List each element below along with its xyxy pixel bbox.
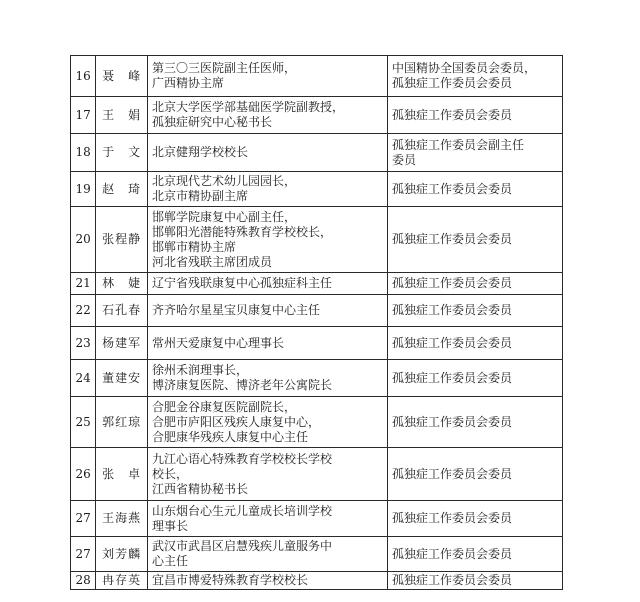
row-number: 19 bbox=[71, 172, 96, 207]
affiliation-line: 校长， bbox=[152, 466, 189, 481]
role-line: 孤独症工作委员会委员 bbox=[391, 414, 512, 429]
member-name: 王海燕 bbox=[96, 501, 148, 537]
table-row bbox=[71, 273, 563, 295]
member-name: 林 婕 bbox=[96, 273, 148, 295]
affiliation-line: 孤独症研究中心秘书长 bbox=[152, 115, 273, 129]
committee-role bbox=[387, 134, 562, 172]
member-name: 石孔春 bbox=[96, 295, 148, 327]
member-affiliation bbox=[148, 273, 388, 295]
affiliation-line: 北京现代艺术幼儿园园长， bbox=[152, 174, 297, 188]
role-line: 孤独症工作委员会委员 bbox=[391, 276, 512, 290]
affiliation-line: 常州天爱康复中心理事长 bbox=[152, 335, 285, 350]
member-affiliation bbox=[148, 295, 388, 327]
table-row bbox=[71, 572, 563, 590]
member-affiliation bbox=[148, 207, 388, 273]
affiliation-line: 北京健翔学校校长 bbox=[152, 145, 249, 159]
table-row bbox=[71, 97, 563, 134]
committee-role bbox=[387, 448, 562, 501]
row-number: 21 bbox=[71, 273, 96, 295]
member-affiliation bbox=[148, 537, 388, 572]
affiliation-line: 博济康复医院、博济老年公寓院长 bbox=[152, 378, 333, 392]
affiliation-line: 合肥金谷康复医院副院长， bbox=[152, 399, 297, 414]
row-number: 20 bbox=[71, 207, 96, 273]
member-name: 于 文 bbox=[96, 134, 148, 172]
member-name: 张程静 bbox=[96, 207, 148, 273]
member-affiliation bbox=[148, 172, 388, 207]
affiliation-line: 江西省精协秘书长 bbox=[152, 481, 249, 496]
committee-role bbox=[387, 207, 562, 273]
member-affiliation bbox=[148, 572, 388, 590]
committee-role bbox=[387, 56, 562, 97]
affiliation-line: 宜昌市博爱特殊教育学校校长 bbox=[152, 573, 309, 587]
affiliation-line: 九江心语心特殊教育学校校长学校 bbox=[152, 451, 333, 466]
member-affiliation bbox=[148, 327, 388, 360]
role-line: 孤独症工作委员会委员 bbox=[391, 573, 512, 587]
role-line: 孤独症工作委员会委员 bbox=[391, 466, 512, 481]
role-line: 孤独症工作委员会委员 bbox=[391, 546, 512, 561]
role-line: 孤独症工作委员会委员 bbox=[391, 76, 512, 90]
row-number: 18 bbox=[71, 134, 96, 172]
member-affiliation bbox=[148, 448, 388, 501]
member-name: 聂 峰 bbox=[96, 56, 148, 97]
committee-member-table bbox=[70, 55, 563, 590]
role-line: 孤独症工作委员会委员 bbox=[391, 303, 512, 317]
table-row bbox=[71, 448, 563, 501]
affiliation-line: 理事长 bbox=[152, 518, 189, 533]
committee-role bbox=[387, 172, 562, 207]
committee-role bbox=[387, 572, 562, 590]
table-row bbox=[71, 397, 563, 448]
affiliation-line: 北京大学医学部基础医学院副教授， bbox=[152, 100, 345, 114]
affiliation-line: 齐齐哈尔星星宝贝康复中心主任 bbox=[152, 303, 321, 317]
affiliation-line: 山东烟台心生元儿童成长培训学校 bbox=[152, 503, 333, 518]
row-number: 28 bbox=[71, 572, 96, 590]
affiliation-line: 第三〇三医院副主任医师， bbox=[152, 61, 297, 75]
row-number: 16 bbox=[71, 56, 96, 97]
role-line: 孤独症工作委员会委员 bbox=[391, 107, 512, 122]
affiliation-line: 合肥康华残疾人康复中心主任 bbox=[152, 429, 309, 444]
affiliation-line: 心主任 bbox=[152, 554, 189, 568]
member-affiliation bbox=[148, 501, 388, 537]
row-number: 27 bbox=[71, 501, 96, 537]
row-number: 25 bbox=[71, 397, 96, 448]
affiliation-line: 辽宁省残联康复中心孤独症科主任 bbox=[152, 276, 333, 290]
row-number: 26 bbox=[71, 448, 96, 501]
role-line: 孤独症工作委员会委员 bbox=[391, 181, 512, 196]
committee-role bbox=[387, 397, 562, 448]
member-affiliation bbox=[148, 360, 388, 397]
member-affiliation bbox=[148, 97, 388, 134]
member-affiliation bbox=[148, 397, 388, 448]
affiliation-line: 北京市精协副主席 bbox=[152, 189, 249, 203]
member-name: 郭红琼 bbox=[96, 397, 148, 448]
committee-role bbox=[387, 537, 562, 572]
member-name: 王 娟 bbox=[96, 97, 148, 134]
table-row bbox=[71, 295, 563, 327]
affiliation-line: 徐州禾润理事长， bbox=[152, 363, 249, 377]
role-line: 孤独症工作委员会委员 bbox=[391, 232, 512, 246]
member-affiliation bbox=[148, 56, 388, 97]
role-line: 孤独症工作委员会委员 bbox=[391, 511, 512, 525]
member-affiliation bbox=[148, 134, 388, 172]
member-name: 杨建军 bbox=[96, 327, 148, 360]
member-name: 赵 琦 bbox=[96, 172, 148, 207]
committee-role bbox=[387, 295, 562, 327]
table-row bbox=[71, 134, 563, 172]
role-line: 孤独症工作委员会副主任 bbox=[391, 137, 524, 152]
row-number: 27 bbox=[71, 537, 96, 572]
affiliation-line: 邯郸市精协主席 bbox=[152, 239, 237, 254]
committee-role bbox=[387, 273, 562, 295]
table-row bbox=[71, 207, 563, 273]
affiliation-line: 邯郸阳光潜能特殊教育学校校长， bbox=[152, 224, 333, 239]
table-row bbox=[71, 537, 563, 572]
role-line: 孤独症工作委员会委员 bbox=[391, 370, 512, 385]
committee-role bbox=[387, 360, 562, 397]
affiliation-line: 合肥市庐阳区残疾人康复中心， bbox=[152, 414, 321, 429]
table-row bbox=[71, 360, 563, 397]
table-body bbox=[71, 56, 563, 590]
member-name: 刘芳麟 bbox=[96, 537, 148, 572]
member-name: 董建安 bbox=[96, 360, 148, 397]
role-line: 孤独症工作委员会委员 bbox=[391, 335, 512, 350]
row-number: 23 bbox=[71, 327, 96, 360]
role-line: 委员 bbox=[391, 152, 416, 167]
committee-role bbox=[387, 501, 562, 537]
row-number: 22 bbox=[71, 295, 96, 327]
affiliation-line: 广西精协主席 bbox=[152, 76, 225, 90]
affiliation-line: 武汉市武昌区启慧残疾儿童服务中 bbox=[152, 539, 333, 553]
committee-role bbox=[387, 327, 562, 360]
member-name: 冉存英 bbox=[96, 572, 148, 590]
affiliation-line: 邯郸学院康复中心副主任， bbox=[152, 209, 297, 224]
committee-role bbox=[387, 97, 562, 134]
table-row bbox=[71, 501, 563, 537]
role-line: 中国精协全国委员会委员， bbox=[391, 61, 536, 75]
table-row bbox=[71, 172, 563, 207]
row-number: 24 bbox=[71, 360, 96, 397]
table-row bbox=[71, 56, 563, 97]
row-number: 17 bbox=[71, 97, 96, 134]
member-name: 张 卓 bbox=[96, 448, 148, 501]
affiliation-line: 河北省残联主席团成员 bbox=[152, 254, 273, 269]
table-row bbox=[71, 327, 563, 360]
